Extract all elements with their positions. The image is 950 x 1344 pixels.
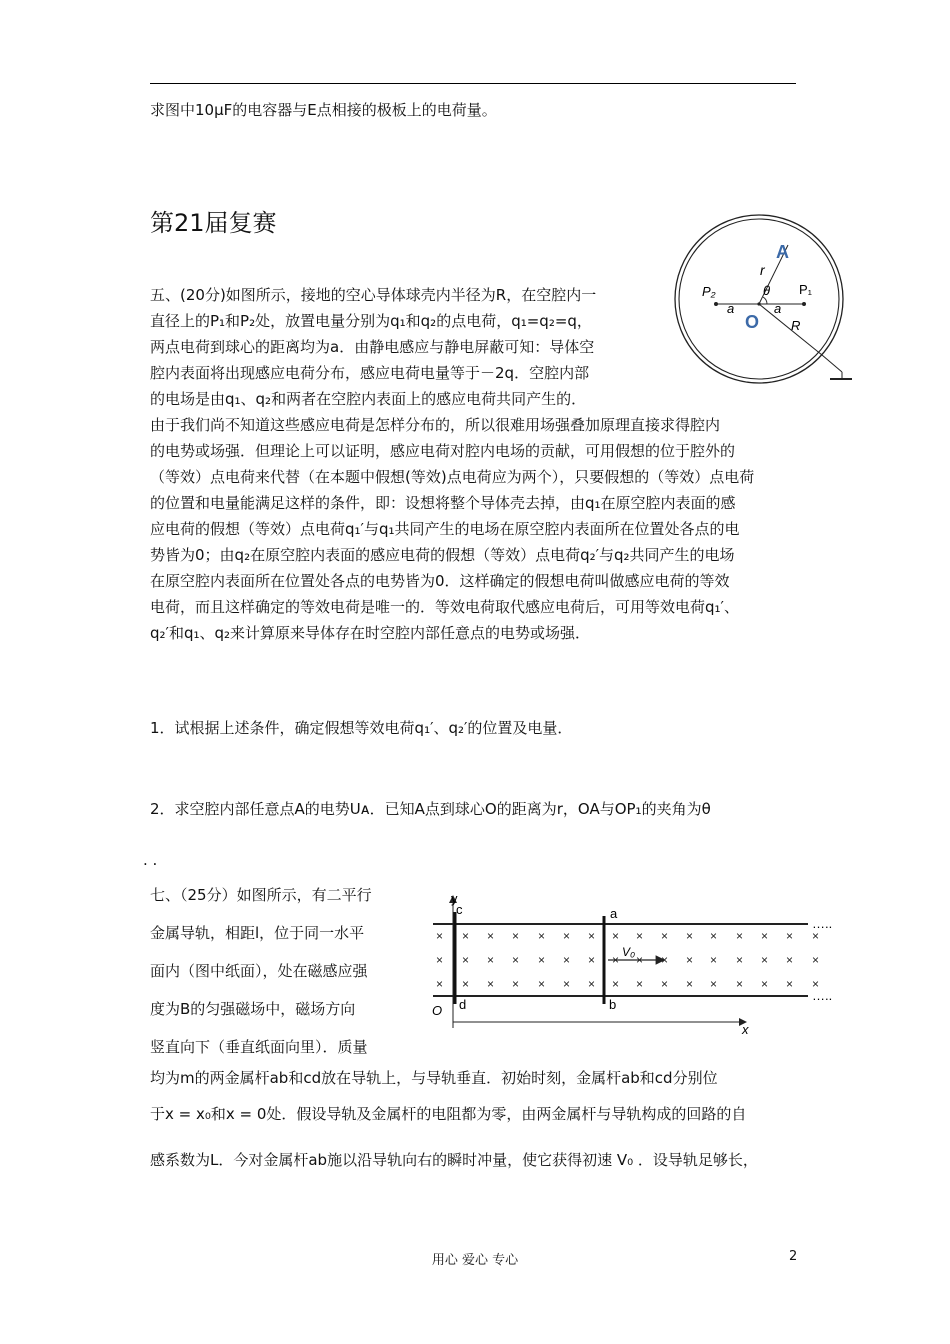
field-cross-mark: × [661, 953, 669, 967]
problem7-line: 竖直向下（垂直纸面向里）．质量 [150, 1038, 368, 1056]
problem7-line-full-1: 均为m的两金属杆ab和cd放在导轨上，与导轨垂直．初始时刻，金属杆ab和cd分别位 [150, 1069, 718, 1087]
label-O: O [432, 1003, 443, 1018]
page-footer: 用心 爱心 专心 [431, 1253, 519, 1268]
field-cross-mark: × [761, 977, 769, 991]
problem7-line: 金属导轨，相距l，位于同一水平 [150, 924, 365, 942]
field-cross-mark: × [563, 977, 571, 991]
field-cross-mark: × [588, 977, 596, 991]
problem5-line: 直径上的P₁和P₂处，放置电量分别为q₁和q₂的点电荷，q₁=q₂=q， [150, 312, 592, 330]
label-b: b [609, 997, 617, 1012]
field-cross-mark: × [686, 977, 694, 991]
problem5-question-2: 2．求空腔内部任意点A的电势Uᴀ．已知A点到球心O的距离为r，OA与OP₁的夹角为θ [150, 800, 711, 818]
label-v0: V₀ [622, 945, 636, 959]
problem5-line: 电荷，而且这样确定的等效电荷是唯一的．等效电荷取代感应电荷后，可用等效电荷q₁′、 [150, 598, 739, 616]
rail-bottom-continuation: ….. [812, 988, 833, 1003]
ground-wire [822, 355, 842, 372]
problem5-line: 的电场是由q₁、q₂和两者在空腔内表面上的感应电荷共同产生的． [150, 390, 587, 408]
problem7-line: 度为B的匀强磁场中，磁场方向 [150, 1000, 356, 1018]
field-cross-mark: × [538, 977, 546, 991]
label-O: O [745, 312, 760, 332]
field-cross-mark: × [487, 977, 495, 991]
field-cross-mark: × [812, 953, 820, 967]
page-number: 2 [789, 1249, 798, 1264]
problem5-question-1: 1．试根据上述条件，确定假想等效电荷q₁′、q₂′的位置及电量． [150, 719, 573, 737]
field-cross-mark: × [736, 953, 744, 967]
field-cross-mark: × [512, 977, 520, 991]
label-theta: θ [763, 283, 771, 298]
inner-shell [679, 219, 839, 379]
label-d: d [459, 997, 467, 1012]
field-cross-mark: × [487, 953, 495, 967]
problem7-line-full-2: 于x = x₀和x = 0处．假设导轨及金属杆的电阻都为零，由两金属杆与导轨构成的回路的自 [150, 1105, 747, 1123]
header-rule [150, 83, 796, 84]
problem5-line: q₂′和q₁、q₂来计算原来导体存在时空腔内部任意点的电势或场强． [150, 624, 591, 642]
field-cross-mark: × [786, 977, 794, 991]
field-cross-mark: × [812, 929, 820, 943]
problem7-line-full-3: 感系数为L．今对金属杆ab施以沿导轨向右的瞬时冲量，使它获得初速 V₀ ．设导轨足够长， [150, 1151, 758, 1169]
field-cross-mark: × [612, 977, 620, 991]
sphere-figure [664, 212, 854, 392]
field-cross-mark: × [736, 977, 744, 991]
rail-top-continuation: ….. [812, 916, 833, 931]
field-cross-mark: × [563, 953, 571, 967]
problem5-line: 五、(20分)如图所示，接地的空心导体球壳内半径为R，在空腔内一 [150, 286, 597, 304]
label-r: r [760, 262, 765, 278]
rails-figure [428, 888, 848, 1038]
field-cross-mark: × [462, 977, 470, 991]
problem7-line: 七、（25分）如图所示，有二平行 [150, 886, 372, 904]
problem5-line: （等效）点电荷来代替（在本题中假想(等效)点电荷应为两个），只要假想的（等效）点电荷 [150, 468, 755, 486]
problem7-left-text [150, 876, 372, 1066]
problem5-line: 由于我们尚不知道这些感应电荷是怎样分布的，所以很难用场强叠加原理直接求得腔内 [150, 416, 721, 434]
field-cross-mark: × [812, 977, 820, 991]
p2-point [714, 302, 718, 306]
problem5-line: 腔内表面将出现感应电荷分布，感应电荷电量等于－2q．空腔内部 [150, 364, 590, 382]
field-cross-mark: × [436, 929, 444, 943]
problem5-line: 的电势或场强．但理论上可以证明，感应电荷对腔内电场的贡献，可用假想的位于腔外的 [150, 442, 736, 460]
label-a-right: a [774, 301, 782, 316]
problem5-line: 势皆为0；由q₂在原空腔内表面的感应电荷的假想（等效）点电荷q₂′与q₂共同产生的电场 [150, 546, 735, 564]
field-cross-mark: × [710, 977, 718, 991]
field-cross-mark: × [661, 977, 669, 991]
field-cross-mark: × [512, 929, 520, 943]
theta-arc [763, 297, 767, 304]
field-cross-mark: × [786, 953, 794, 967]
label-P1: P₁ [799, 282, 813, 297]
field-cross-mark: × [761, 953, 769, 967]
field-cross-mark: × [563, 929, 571, 943]
label-a: a [610, 906, 618, 921]
field-cross-mark: × [538, 929, 546, 943]
field-cross-mark: × [612, 953, 620, 967]
label-R: R [791, 318, 801, 333]
field-cross-mark: × [661, 929, 669, 943]
problem5-line: 应电荷的假想（等效）点电荷q₁′与q₁共同产生的电场在原空腔内表面所在位置处各点的电 [150, 520, 740, 538]
stray-dots: . . [143, 851, 158, 869]
center-point [757, 302, 760, 305]
p1-point [802, 302, 806, 306]
field-cross-mark: × [462, 953, 470, 967]
problem5-line: 在原空腔内表面所在位置处各点的电势皆为0．这样确定的假想电荷叫做感应电荷的等效 [150, 572, 730, 590]
field-cross-mark: × [786, 929, 794, 943]
label-y: y [451, 891, 458, 906]
field-cross-mark: × [636, 953, 644, 967]
label-a-left: a [727, 301, 735, 316]
outer-shell [675, 215, 843, 383]
problem7-line: 面内（图中纸面），处在磁感应强 [150, 962, 368, 980]
problem5-line: 的位置和电量能满足这样的条件，即：设想将整个导体壳去掉，由q₁在原空腔内表面的感 [150, 494, 736, 512]
label-c: c [456, 902, 463, 917]
field-cross-mark: × [487, 929, 495, 943]
field-cross-mark: × [736, 929, 744, 943]
field-cross-mark: × [462, 929, 470, 943]
problem5-line: 两点电荷到球心的距离均为a．由静电感应与静电屏蔽可知：导体空 [150, 338, 595, 356]
field-cross-mark: × [436, 977, 444, 991]
field-cross-mark: × [538, 953, 546, 967]
label-A: A [776, 242, 789, 262]
field-cross-mark: × [636, 977, 644, 991]
field-cross-mark: × [710, 929, 718, 943]
section-title: 第21届复赛 [150, 209, 277, 237]
field-cross-mark: × [588, 929, 596, 943]
top-text-line: 求图中10μF的电容器与E点相接的极板上的电荷量。 [150, 101, 497, 119]
field-cross-mark: × [686, 953, 694, 967]
label-x: x [742, 1022, 749, 1037]
field-cross-mark: × [436, 953, 444, 967]
field-cross-mark: × [686, 929, 694, 943]
field-cross-mark: × [588, 953, 596, 967]
field-cross-mark: × [761, 929, 769, 943]
field-cross-mark: × [612, 929, 620, 943]
field-cross-mark: × [710, 953, 718, 967]
field-cross-mark: × [512, 953, 520, 967]
field-cross-mark: × [636, 929, 644, 943]
label-P2: P₂ [702, 284, 716, 299]
